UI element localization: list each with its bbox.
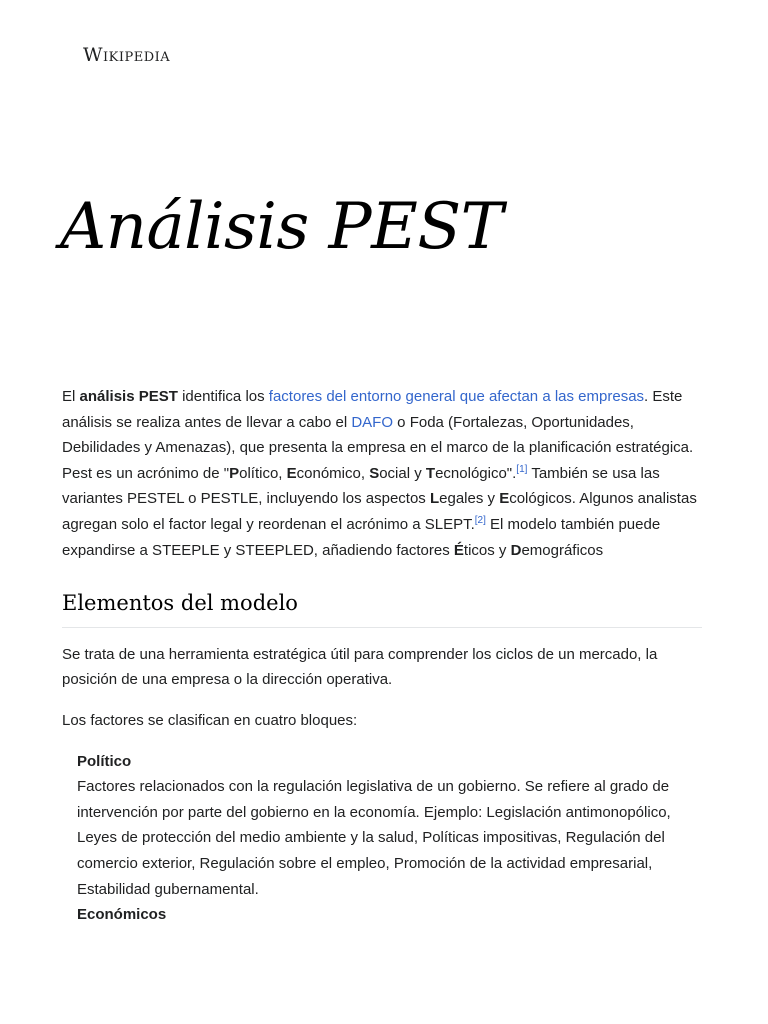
bold-letter: S [369,464,380,482]
wikipedia-wordmark[interactable]: Wikipedia [83,44,171,66]
article-content [62,384,702,928]
section-heading-elementos[interactable]: Elementos del modelo [62,591,702,628]
section-paragraph: Los factores se clasifican en cuatro bloques: [62,711,358,729]
intro-text: ticos y [463,541,511,559]
link-factores-entorno[interactable]: factores del entorno general que afectan a las empresas [268,388,645,405]
intro-text: ecnológico". [435,464,517,482]
bold-letter: P [229,464,240,482]
section-paragraph: Se trata de una herramienta estratégica útil para comprender los ciclos de un mercado, la posición de una empresa o la dirección operativa. [62,645,658,689]
bold-letter: E [499,490,510,508]
definition-term: Político [77,752,132,770]
definition-term: Económicos [77,906,167,924]
intro-text: El [62,388,80,405]
reference-link-1[interactable]: [1] [516,463,528,475]
page-title: Análisis PEST [60,190,503,264]
intro-text: . Este análisis se realiza antes de llevar a cabo el [62,388,683,431]
definition-text: Factores relacionados con la regulación legislativa de un gobierno. Se refiere al grado de intervención por parte del gobierno en la economía. Ejemplo: Legislación antimonopólico, Leyes de protección del medio ambiente y la salud, Políticas impositivas, Regulación del comercio exterior, Regulación sobre el empleo, Promoción de la actividad empresarial, Estabilidad gubernamental. [77,778,671,898]
intro-text: El modelo también puede expandirse a STEEPLE y STEEPLED, añadiendo factores [62,515,661,559]
intro-text: olítico, [239,464,287,482]
intro-text: egales y [439,490,500,508]
reference-link-2[interactable]: [2] [474,514,486,526]
reference-1 [516,464,527,475]
bold-letter: D [510,541,522,559]
intro-text: identifica los [177,388,269,405]
intro-paragraph [62,384,702,563]
bold-letter: T [425,464,436,482]
intro-text: También se usa las variantes PESTEL o PESTLE, incluyendo los aspectos [62,464,660,508]
intro-text: cológicos. Algunos analistas agregan solo el factor legal y reordenan el acrónimo a SLEPT. [62,490,697,533]
bold-letter: É [453,541,464,559]
link-dafo[interactable]: DAFO [351,413,394,431]
definition-list [77,749,702,928]
intro-text: ocial y [379,464,426,482]
bold-term: análisis PEST [79,388,178,405]
intro-text: conómico, [296,464,370,482]
reference-2 [475,515,486,526]
bold-letter: L [429,490,440,508]
intro-text: o Foda (Fortalezas, Oportunidades, Debilidades y Amenazas), que presenta la empresa en el marco de la planificación estratégica. Pest es un acrónimo de " [62,413,694,482]
intro-text: emográficos [521,541,604,559]
bold-letter: E [286,464,297,482]
